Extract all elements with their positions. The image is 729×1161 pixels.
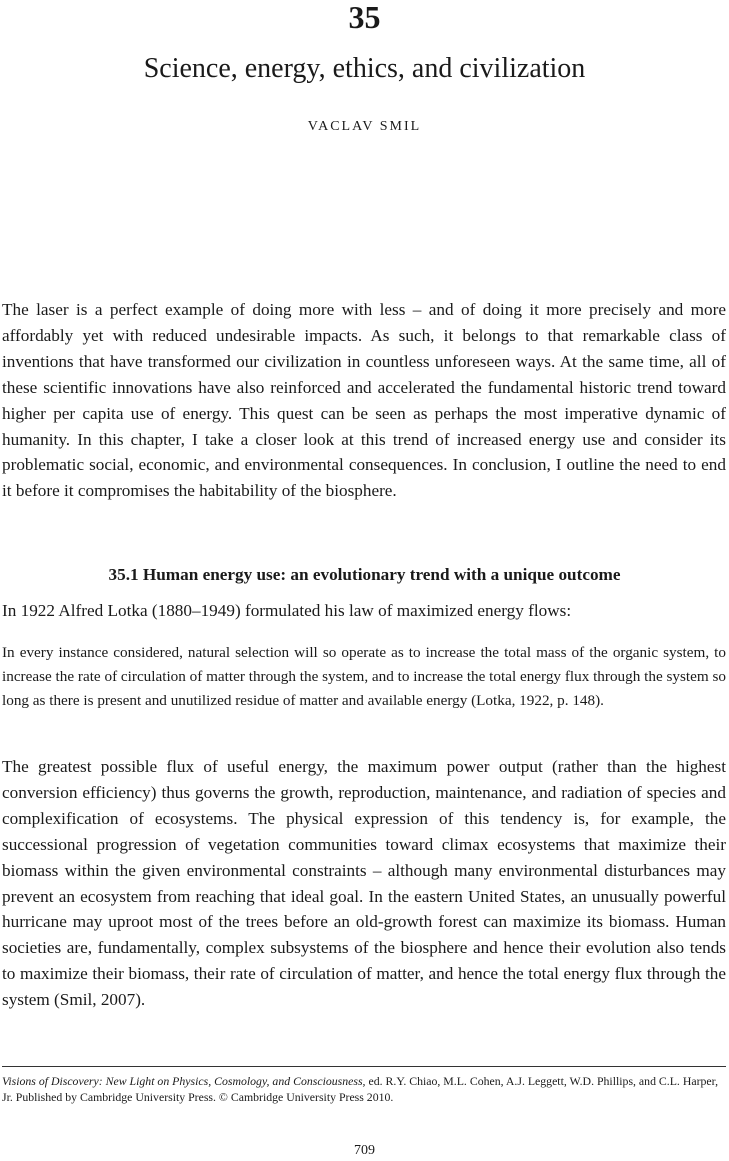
intro-paragraph: The laser is a perfect example of doing more with less – and of doing it more precisely and more affordably yet with reduced undesirable impacts. As such, it belongs to that remarkable class of inventions that have transformed our civilization in countless unforeseen ways. At the same time, all of these scientific innovations have also reinforced and accelerated the fundamental historic trend toward higher per capita use of energy. This quest can be seen as perhaps the most imperative dynamic of humanity. In this chapter, I take a closer look at this trend of increased energy use and consider its problematic social, economic, and environmental consequences. In conclusion, I outline the need to end it before it compromises the habitability of the biosphere.: [2, 300, 726, 501]
chapter-author: VACLAV SMIL: [307, 119, 422, 134]
block-quote: In every instance considered, natural selection will so operate as to increase the total mass of the organic system, to increase the rate of circulation of matter through the system, and to increase the total energy flux through the system so long as there is present and unutilized residue of matter and available energy (Lotka, 1922, p. 148).: [2, 644, 726, 710]
footnote: [2, 1074, 726, 1105]
chapter-number: 35: [348, 0, 381, 35]
footnote-details: ed. R.Y. Chiao, M.L. Cohen, A.J. Leggett, W.D. Phillips, and C.L. Harper, Jr. Published by Cambridge University Press. © Cambridge University Press 2010.: [2, 1074, 719, 1104]
lotka-intro-paragraph: In 1922 Alfred Lotka (1880–1949) formulated his law of maximized energy flows:: [2, 601, 572, 620]
page-number: 709: [354, 1143, 375, 1158]
section-heading: 35.1 Human energy use: an evolutionary trend with a unique outcome: [108, 565, 621, 584]
footnote-divider: [2, 1066, 726, 1067]
footnote-book-title: Visions of Discovery: New Light on Physics, Cosmology, and Consciousness,: [2, 1074, 366, 1088]
body-paragraph: The greatest possible flux of useful energy, the maximum power output (rather than the highest conversion efficiency) thus governs the growth, reproduction, maintenance, and radiation of species and complexification of ecosystems. The physical expression of this tendency is, for example, the successional progression of vegetation communities toward climax ecosystems that maximize their biomass within the given environmental constraints – although many environmental disturbances may prevent an ecosystem from reaching that ideal goal. In the eastern United States, an unusually powerful hurricane may uproot most of the trees before an old-growth forest can maximize its biomass. Human societies are, fundamentally, complex subsystems of the biosphere and hence their evolution also tends to maximize their biomass, their rate of circulation of matter, and hence the total energy flux through the system (Smil, 2007).: [2, 757, 726, 1010]
chapter-title: Science, energy, ethics, and civilization: [143, 53, 586, 84]
